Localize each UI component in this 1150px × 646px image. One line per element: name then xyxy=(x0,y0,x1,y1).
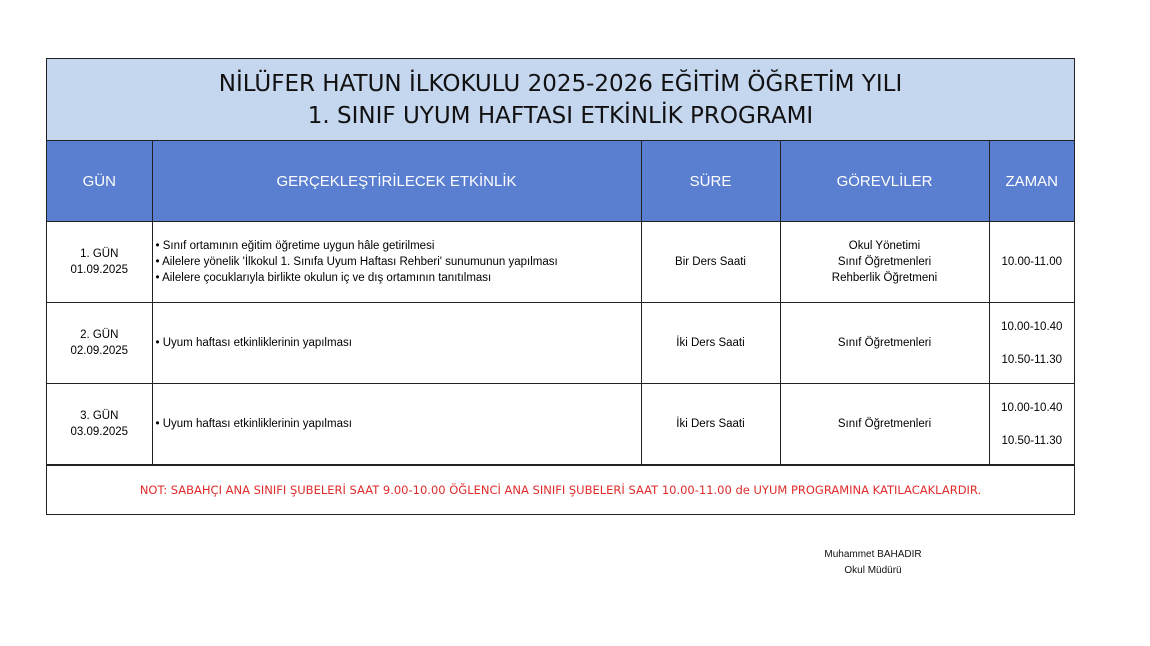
header-day: GÜN xyxy=(47,141,152,222)
staff-cell xyxy=(780,384,989,465)
staff-cell xyxy=(780,303,989,384)
document-title xyxy=(47,59,1074,141)
staff-item: Sınıf Öğretmenleri xyxy=(837,418,932,430)
table-row xyxy=(47,384,1074,465)
activity-item: • Uyum haftası etkinliklerinin yapılması xyxy=(155,418,352,430)
staff-item: Sınıf Öğretmenleri xyxy=(837,337,932,349)
header-time: ZAMAN xyxy=(989,141,1074,222)
table-row xyxy=(47,303,1074,384)
time-slot: 10.50-11.30 xyxy=(1001,434,1063,447)
staff-item: Rehberlik Öğretmeni xyxy=(831,272,938,284)
staff-item: Sınıf Öğretmenleri xyxy=(837,256,932,268)
title-line-2: 1. SINIF UYUM HAFTASI ETKİNLİK PROGRAMI xyxy=(307,102,814,129)
table-row xyxy=(47,222,1074,303)
program-table xyxy=(47,141,1074,465)
duration-cell: İki Ders Saati xyxy=(641,303,780,384)
activity-item: • Ailelere çocuklarıyla birlikte okulun iç ve dış ortamının tanıtılması xyxy=(155,272,492,284)
header-duration: SÜRE xyxy=(641,141,780,222)
program-sheet xyxy=(46,58,1075,515)
header-staff: GÖREVLİLER xyxy=(780,141,989,222)
header-activity: GERÇEKLEŞTİRİLECEK ETKİNLİK xyxy=(152,141,641,222)
duration-cell: Bir Ders Saati xyxy=(641,222,780,303)
activity-cell xyxy=(152,384,641,465)
time-slot: 10.00-10.40 xyxy=(1001,401,1063,414)
day-label: 1. GÜN xyxy=(80,248,119,260)
signature-block xyxy=(818,547,928,579)
time-slot: 10.00-11.00 xyxy=(1001,256,1063,268)
activity-item: • Ailelere yönelik 'İlkokul 1. Sınıfa Uyum Haftası Rehberi' sunumunun yapılması xyxy=(155,256,558,268)
signature-name: Muhammet BAHADIR xyxy=(824,549,922,560)
time-cell xyxy=(989,222,1074,303)
day-date: 02.09.2025 xyxy=(70,345,129,357)
time-cell xyxy=(989,303,1074,384)
activity-item: • Uyum haftası etkinliklerinin yapılması xyxy=(155,337,352,349)
day-cell xyxy=(47,222,152,303)
time-cell xyxy=(989,384,1074,465)
day-cell xyxy=(47,303,152,384)
table-header-row xyxy=(47,141,1074,222)
day-cell xyxy=(47,384,152,465)
day-date: 01.09.2025 xyxy=(70,264,129,276)
day-date: 03.09.2025 xyxy=(70,426,129,438)
duration-cell: İki Ders Saati xyxy=(641,384,780,465)
program-note: NOT: SABAHÇI ANA SINIFI ŞUBELERİ SAAT 9.00-10.00 ÖĞLENCİ ANA SINIFI ŞUBELERİ SAAT 10.00-11.00 de UYUM PROGRAMINA KATILACAKLARDIR. xyxy=(47,465,1074,514)
staff-cell xyxy=(780,222,989,303)
title-line-1: NİLÜFER HATUN İLKOKULU 2025-2026 EĞİTİM ÖĞRETİM YILI xyxy=(218,70,903,97)
activity-cell xyxy=(152,222,641,303)
activity-item: • Sınıf ortamının eğitim öğretime uygun hâle getirilmesi xyxy=(155,240,435,252)
activity-cell xyxy=(152,303,641,384)
day-label: 2. GÜN xyxy=(80,329,119,341)
signature-role: Okul Müdürü xyxy=(844,565,902,576)
time-slot: 10.50-11.30 xyxy=(1001,353,1063,366)
day-label: 3. GÜN xyxy=(80,410,119,422)
staff-item: Okul Yönetimi xyxy=(848,240,921,252)
time-slot: 10.00-10.40 xyxy=(1001,320,1063,333)
